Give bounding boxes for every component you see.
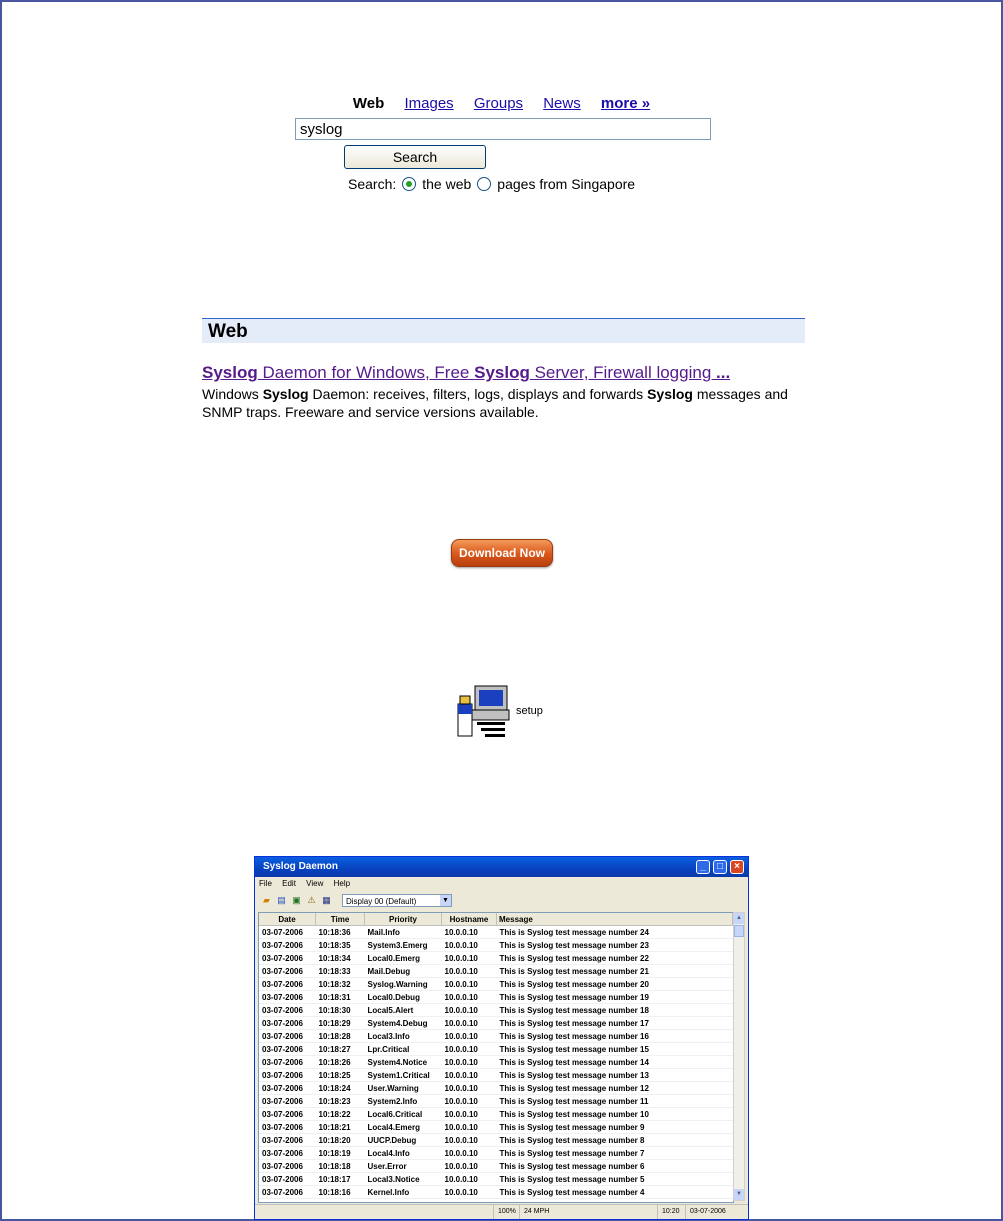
column-time[interactable]: Time [316,913,365,926]
table-cell: 10.0.0.10 [442,978,497,991]
table-cell: 10:18:35 [316,939,365,952]
table-cell: 10.0.0.10 [442,1082,497,1095]
minimize-icon: _ [700,861,706,872]
table-cell: This is Syslog test message number 13 [497,1069,733,1082]
search-scope [348,176,635,192]
table-row[interactable] [259,1082,733,1095]
table-cell: This is Syslog test message number 21 [497,965,733,978]
table-cell: 10.0.0.10 [442,1121,497,1134]
vertical-scrollbar[interactable] [733,912,745,1201]
table-cell: 10.0.0.10 [442,1069,497,1082]
table-cell: 10.0.0.10 [442,1160,497,1173]
result-title-link[interactable] [202,363,730,383]
table-cell: 03-07-2006 [259,1056,316,1069]
table-cell: 10:18:17 [316,1173,365,1186]
table-cell: This is Syslog test message number 4 [497,1186,733,1199]
search-button[interactable]: Search [344,145,486,169]
table-row[interactable] [259,1160,733,1173]
table-cell: 10:18:30 [316,1004,365,1017]
status-time: 10:20 [657,1205,680,1219]
table-cell: This is Syslog test message number 10 [497,1108,733,1121]
installer-icon[interactable] [455,682,513,740]
display-select-value: Display 00 (Default) [346,896,417,906]
chevron-down-icon: ▼ [440,895,451,906]
table-cell: Local0.Debug [365,991,442,1004]
table-cell: 10.0.0.10 [442,1030,497,1043]
table-cell: 10:18:25 [316,1069,365,1082]
table-cell: 10:18:31 [316,991,365,1004]
table-cell: This is Syslog test message number 17 [497,1017,733,1030]
table-cell: 10.0.0.10 [442,1147,497,1160]
table-cell: 03-07-2006 [259,1069,316,1082]
table-cell: This is Syslog test message number 14 [497,1056,733,1069]
table-row[interactable] [259,939,733,952]
table-cell: 03-07-2006 [259,1095,316,1108]
table-row[interactable] [259,1147,733,1160]
table-cell: Local0.Emerg [365,952,442,965]
scope-radio-web[interactable] [402,177,416,191]
result-snippet-part: Windows [202,386,263,402]
table-cell: Syslog.Warning [365,978,442,991]
table-cell: 03-07-2006 [259,952,316,965]
table-row[interactable] [259,1108,733,1121]
table-row[interactable] [259,1030,733,1043]
maximize-icon: □ [716,861,724,872]
result-snippet [202,385,806,421]
scope-option-web[interactable]: the web [422,176,472,192]
statusbar [255,1204,748,1219]
tab-more[interactable]: more » [600,95,651,112]
table-cell: This is Syslog test message number 8 [497,1134,733,1147]
result-title-part: Daemon for Windows, Free [257,363,475,382]
table-cell: 03-07-2006 [259,1017,316,1030]
table-cell: 03-07-2006 [259,1147,316,1160]
table-cell: Lpr.Critical [365,1043,442,1056]
result-snippet-part: Syslog [647,386,693,402]
minimize-button[interactable] [696,860,710,874]
table-cell: This is Syslog test message number 24 [497,926,733,939]
table-cell: 10:18:26 [316,1056,365,1069]
table-cell: Local5.Alert [365,1004,442,1017]
table-row[interactable] [259,1121,733,1134]
table-cell: 03-07-2006 [259,939,316,952]
menubar [255,877,748,891]
table-cell: Mail.Info [365,926,442,939]
table-cell: 10.0.0.10 [442,952,497,965]
menu-file[interactable]: File [259,879,272,888]
maximize-button[interactable] [713,860,727,874]
table-cell: System1.Critical [365,1069,442,1082]
table-cell: 03-07-2006 [259,965,316,978]
table-cell: 10:18:36 [316,926,365,939]
table-cell: User.Warning [365,1082,442,1095]
table-cell: 10.0.0.10 [442,939,497,952]
table-cell: 03-07-2006 [259,1030,316,1043]
result-title-part: Server, Firewall logging [529,363,716,382]
grid-header-row [259,913,733,926]
table-row[interactable] [259,952,733,965]
scope-label: Search: [348,176,397,192]
table-cell: Local3.Notice [365,1173,442,1186]
status-rate: 24 MPH [519,1205,549,1219]
display-select[interactable] [342,894,452,907]
results-section-header: Web [202,318,805,343]
table-cell: System4.Notice [365,1056,442,1069]
scroll-down-icon[interactable]: ▼ [734,1189,744,1200]
table-cell: 03-07-2006 [259,1134,316,1147]
menu-edit[interactable]: Edit [282,879,296,888]
window-title: Syslog Daemon [263,861,339,872]
tab-news[interactable]: News [543,95,581,112]
table-cell: 10:18:18 [316,1160,365,1173]
document-icon[interactable]: ▤ [277,894,286,905]
column-priority[interactable]: Priority [365,913,442,926]
table-cell: 03-07-2006 [259,1004,316,1017]
close-icon: × [734,861,740,872]
table-cell: 10.0.0.10 [442,1186,497,1199]
status-zoom: 100% [493,1205,516,1219]
table-row[interactable] [259,1173,733,1186]
table-cell: 03-07-2006 [259,1173,316,1186]
result-snippet-part: Syslog [262,386,309,402]
table-cell: 10.0.0.10 [442,1173,497,1186]
table-cell: 03-07-2006 [259,1043,316,1056]
column-message[interactable]: Message [497,913,733,926]
search-tabs [0,95,1003,112]
table-cell: 10.0.0.10 [442,991,497,1004]
table-cell: 03-07-2006 [259,926,316,939]
table-cell: 03-07-2006 [259,1186,316,1199]
table-row[interactable] [259,1095,733,1108]
close-button[interactable] [730,860,744,874]
table-row[interactable] [259,1043,733,1056]
status-date: 03-07-2006 [685,1205,726,1219]
table-row[interactable] [259,1069,733,1082]
table-cell: This is Syslog test message number 5 [497,1173,733,1186]
table-cell: 10:18:32 [316,978,365,991]
window-titlebar[interactable] [255,857,748,877]
open-icon[interactable]: ▰ [263,894,270,905]
table-cell: 10.0.0.10 [442,1095,497,1108]
table-cell: 03-07-2006 [259,1082,316,1095]
table-cell: User.Error [365,1160,442,1173]
table-cell: 10.0.0.10 [442,1108,497,1121]
scroll-thumb[interactable] [734,925,744,937]
display-icon[interactable]: ▣ [292,894,301,905]
table-row[interactable] [259,1056,733,1069]
result-title-part: Syslog [202,363,258,382]
table-cell: System3.Emerg [365,939,442,952]
result-title-part: Syslog [474,363,530,382]
result-title-part: ... [716,363,731,382]
table-row[interactable] [259,1134,733,1147]
table-cell: This is Syslog test message number 18 [497,1004,733,1017]
table-cell: This is Syslog test message number 11 [497,1095,733,1108]
table-row[interactable] [259,1186,733,1199]
table-cell: 10:18:22 [316,1108,365,1121]
table-row[interactable] [259,978,733,991]
tab-web[interactable]: Web [352,95,385,112]
table-cell: 10.0.0.10 [442,1134,497,1147]
result-snippet-part: messages and SNMP traps. Freeware and service versions available. [202,386,788,420]
table-cell: This is Syslog test message number 15 [497,1043,733,1056]
table-cell: 03-07-2006 [259,978,316,991]
table-cell: 10:18:34 [316,952,365,965]
table-cell: 10:18:19 [316,1147,365,1160]
table-cell: Local3.Info [365,1030,442,1043]
table-cell: 03-07-2006 [259,991,316,1004]
table-cell: This is Syslog test message number 19 [497,991,733,1004]
scroll-up-icon[interactable]: ▲ [734,913,744,924]
table-cell: This is Syslog test message number 20 [497,978,733,991]
table-cell: 10:18:33 [316,965,365,978]
warning-icon[interactable]: ⚠ [307,894,316,905]
scope-radio-singapore[interactable] [477,177,491,191]
table-cell: 10.0.0.10 [442,965,497,978]
table-cell: Local4.Emerg [365,1121,442,1134]
monitor-icon[interactable]: ▦ [322,894,331,905]
download-now-button[interactable]: Download Now [451,539,553,567]
table-cell: 10:18:20 [316,1134,365,1147]
table-cell: 10:18:29 [316,1017,365,1030]
table-cell: 10:18:27 [316,1043,365,1056]
table-cell: This is Syslog test message number 7 [497,1147,733,1160]
tab-groups[interactable]: Groups [473,95,524,112]
table-cell: 10.0.0.10 [442,1043,497,1056]
table-cell: Local6.Critical [365,1108,442,1121]
table-cell: 10.0.0.10 [442,1017,497,1030]
table-cell: Local4.Info [365,1147,442,1160]
table-row[interactable] [259,965,733,978]
table-cell: 03-07-2006 [259,1108,316,1121]
tab-images[interactable]: Images [404,95,454,112]
table-cell: 10:18:28 [316,1030,365,1043]
table-cell: This is Syslog test message number 22 [497,952,733,965]
table-cell: UUCP.Debug [365,1134,442,1147]
scope-option-singapore[interactable]: pages from Singapore [497,176,636,192]
message-grid [258,912,734,1203]
table-cell: This is Syslog test message number 6 [497,1160,733,1173]
table-cell: 10:18:21 [316,1121,365,1134]
table-row[interactable] [259,1004,733,1017]
table-cell: 10.0.0.10 [442,926,497,939]
table-cell: Kernel.Info [365,1186,442,1199]
table-cell: 10:18:16 [316,1186,365,1199]
menu-view[interactable]: View [306,879,324,888]
table-cell: 03-07-2006 [259,1121,316,1134]
column-date[interactable]: Date [259,913,316,926]
table-row[interactable] [259,926,733,939]
table-cell: System2.Info [365,1095,442,1108]
table-cell: 03-07-2006 [259,1160,316,1173]
table-cell: System4.Debug [365,1017,442,1030]
syslog-daemon-window [254,856,749,1220]
table-cell: This is Syslog test message number 9 [497,1121,733,1134]
table-cell: 10.0.0.10 [442,1004,497,1017]
table-cell: This is Syslog test message number 12 [497,1082,733,1095]
table-cell: This is Syslog test message number 16 [497,1030,733,1043]
table-row[interactable] [259,1017,733,1030]
search-input[interactable] [295,118,711,140]
table-cell: This is Syslog test message number 23 [497,939,733,952]
table-cell: 10.0.0.10 [442,1056,497,1069]
table-cell: Mail.Debug [365,965,442,978]
result-snippet-part: Daemon: receives, filters, logs, displays and forwards [308,386,648,402]
table-cell: 10:18:23 [316,1095,365,1108]
setup-label: setup [516,705,543,717]
menu-help[interactable]: Help [333,879,351,888]
column-hostname[interactable]: Hostname [442,913,497,926]
table-cell: 10:18:24 [316,1082,365,1095]
toolbar [255,891,748,909]
table-row[interactable] [259,991,733,1004]
